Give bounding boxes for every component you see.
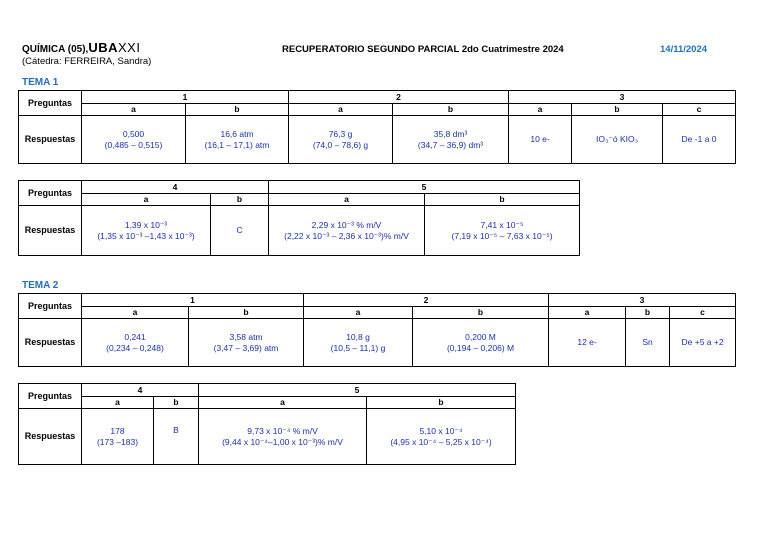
question-number: 2 bbox=[304, 294, 549, 307]
subquestion-label: a bbox=[549, 307, 626, 319]
preguntas-label: Preguntas bbox=[19, 294, 82, 319]
subquestion-label: a bbox=[269, 194, 425, 206]
respuestas-label: Respuestas bbox=[19, 116, 82, 164]
subquestion-label: b bbox=[393, 104, 509, 116]
tema1-table-2 bbox=[18, 180, 580, 256]
answer-cell: C bbox=[211, 206, 269, 256]
answer-cell: 5,10 x 10⁻⁴ (4,95 x 10⁻⁴ – 5,25 x 10⁻⁴) bbox=[367, 409, 516, 465]
answer-cell: 2,29 x 10⁻³ % m/V (2,22 x 10⁻³ – 2,36 x 10⁻³)% m/V bbox=[269, 206, 425, 256]
answer-cell: 1,39 x 10⁻³ (1,35 x 10⁻³ –1,43 x 10⁻³) bbox=[82, 206, 211, 256]
exam-title: RECUPERATORIO SEGUNDO PARCIAL 2do Cuatrimestre 2024 bbox=[282, 44, 564, 55]
tema1-title: TEMA 1 bbox=[22, 77, 59, 88]
answer-cell: 9,73 x 10⁻⁴ % m/V (9,44 x 10⁻⁴–1,00 x 10⁻³)% m/V bbox=[199, 409, 367, 465]
question-number: 3 bbox=[509, 91, 736, 104]
tema2-table-2 bbox=[18, 383, 516, 465]
document-header-left bbox=[22, 42, 151, 68]
preguntas-label: Preguntas bbox=[19, 91, 82, 116]
subquestion-label: b bbox=[367, 397, 516, 409]
subquestion-label: b bbox=[189, 307, 304, 319]
tema2-title: TEMA 2 bbox=[22, 280, 59, 291]
answer-cell: De +5 a +2 bbox=[670, 319, 736, 367]
subquestion-label: a bbox=[82, 397, 154, 409]
answer-cell: 178 (173 –183) bbox=[82, 409, 154, 465]
subquestion-label: b bbox=[425, 194, 580, 206]
question-number: 1 bbox=[82, 294, 304, 307]
answer-cell: 16,6 atm (16,1 – 17,1) atm bbox=[186, 116, 289, 164]
subquestion-label: a bbox=[82, 194, 211, 206]
subquestion-label: b bbox=[211, 194, 269, 206]
subquestion-label: c bbox=[663, 104, 736, 116]
answer-cell: 76,3 g (74,0 – 78,6) g bbox=[289, 116, 393, 164]
answer-cell: 7,41 x 10⁻⁵ (7,19 x 10⁻⁵ – 7,63 x 10⁻⁵) bbox=[425, 206, 580, 256]
answer-cell: 12 e- bbox=[549, 319, 626, 367]
subquestion-label: a bbox=[304, 307, 413, 319]
course-line: QUÍMICA (05),UBAXXI bbox=[22, 40, 141, 55]
subquestion-label: a bbox=[289, 104, 393, 116]
answer-cell: De -1 a 0 bbox=[663, 116, 736, 164]
question-number: 3 bbox=[549, 294, 736, 307]
course-name: QUÍMICA (05) bbox=[22, 44, 86, 55]
answer-cell: 0,200 M (0,194 – 0,206) M bbox=[413, 319, 549, 367]
respuestas-label: Respuestas bbox=[19, 409, 82, 465]
question-number: 4 bbox=[82, 384, 199, 397]
respuestas-label: Respuestas bbox=[19, 206, 82, 256]
answer-cell: 0,500 (0,485 – 0,515) bbox=[82, 116, 186, 164]
subquestion-label: b bbox=[154, 397, 199, 409]
subquestion-label: b bbox=[186, 104, 289, 116]
answer-cell: 35,8 dm³ (34,7 – 36,9) dm³ bbox=[393, 116, 509, 164]
tema1-table-1 bbox=[18, 90, 736, 164]
subquestion-label: b bbox=[626, 307, 670, 319]
question-number: 5 bbox=[269, 181, 580, 194]
answer-cell: 0,241 (0,234 – 0,248) bbox=[82, 319, 189, 367]
subquestion-label: a bbox=[199, 397, 367, 409]
preguntas-label: Preguntas bbox=[19, 181, 82, 206]
answer-cell: IO₃⁻ó KIO₃ bbox=[572, 116, 663, 164]
subquestion-label: b bbox=[572, 104, 663, 116]
subquestion-label: a bbox=[82, 104, 186, 116]
answer-cell: 10,8 g (10,5 – 11,1) g bbox=[304, 319, 413, 367]
subquestion-label: a bbox=[509, 104, 572, 116]
question-number: 4 bbox=[82, 181, 269, 194]
question-number: 2 bbox=[289, 91, 509, 104]
tema2-table-1 bbox=[18, 293, 736, 367]
question-number: 5 bbox=[199, 384, 516, 397]
preguntas-label: Preguntas bbox=[19, 384, 82, 409]
answer-cell: B bbox=[154, 409, 199, 465]
answer-cell: 10 e- bbox=[509, 116, 572, 164]
catedra-line: (Cátedra: FERREIRA, Sandra) bbox=[22, 56, 152, 67]
subquestion-label: a bbox=[82, 307, 189, 319]
question-number: 1 bbox=[82, 91, 289, 104]
respuestas-label: Respuestas bbox=[19, 319, 82, 367]
answer-cell: Sn bbox=[626, 319, 670, 367]
subquestion-label: b bbox=[413, 307, 549, 319]
uba-logo: UBAXXI bbox=[88, 40, 141, 55]
answer-cell: 3,58 atm (3,47 – 3,69) atm bbox=[189, 319, 304, 367]
subquestion-label: c bbox=[670, 307, 736, 319]
exam-date: 14/11/2024 bbox=[660, 44, 708, 55]
